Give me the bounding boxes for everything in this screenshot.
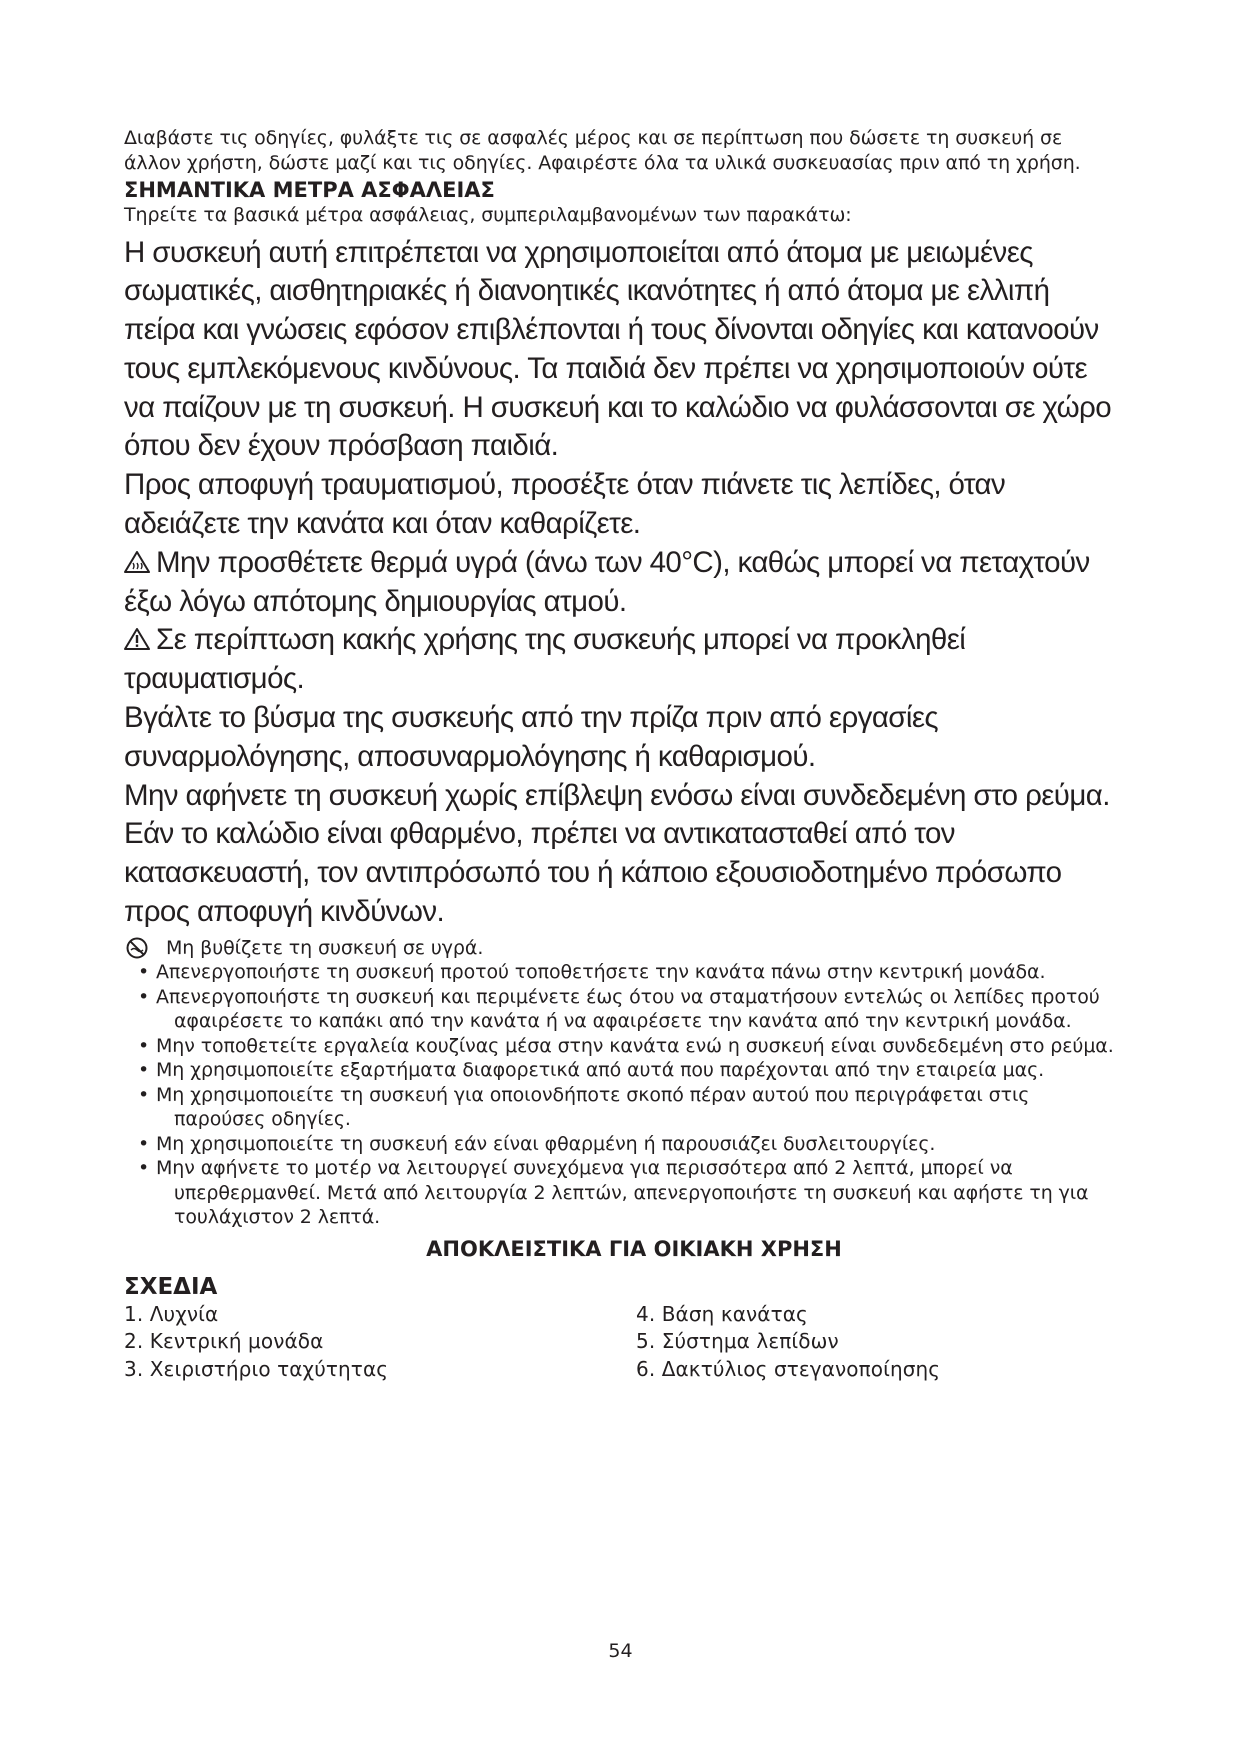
bullet-marker: • <box>138 1132 150 1155</box>
no-immerse-text: Μη βυθίζετε τη συσκευή σε υγρά. <box>166 936 484 959</box>
safety-heading: ΣΗΜΑΝΤΙΚΑ ΜΕΤΡΑ ΑΣΦΑΛΕΙΑΣ <box>124 178 495 202</box>
no-immerse-row <box>124 936 1124 961</box>
list-item: • Μην τοποθετείτε εργαλεία κουζίνας μέσα στην κανάτα ενώ η συσκευή είναι συνδεδεμένη στο ρεύμα. <box>138 1034 1114 1057</box>
bullet-marker: • <box>138 1034 150 1057</box>
warning-paragraph-hot-liquid <box>124 544 1124 622</box>
warnings-block <box>124 234 1124 932</box>
part-item: 6. Δακτύλιος στεγανοποίησης <box>636 1356 941 1381</box>
part-item: 5. Σύστημα λεπίδων <box>636 1329 839 1354</box>
warning-paragraph-misuse <box>124 621 1124 699</box>
bullet-marker: • <box>138 1059 150 1082</box>
list-item: • Απενεργοποιήστε τη συσκευή και περιμένετε έως ότου να σταματήσουν εντελώς οι λεπίδες προτού αφαιρέσετε το καπάκι από την κανάτα ή να αφαιρέσετε την κανάτα από την κεντρική μονάδα. <box>138 985 1100 1033</box>
safety-subtitle: Τηρείτε τα βασικά μέτρα ασφάλειας, συμπεριλαμβανομένων των παρακάτω: <box>124 204 852 226</box>
manual-page <box>124 126 1124 1383</box>
do-not-immerse-icon <box>126 937 148 959</box>
hot-surface-warning-icon <box>124 550 150 574</box>
list-item: • Μη χρησιμοποιείτε τη συσκευή για οποιονδήποτε σκοπό πέραν αυτού που περιγράφεται στις παρούσες οδηγίες. <box>138 1083 1030 1131</box>
hot-liquid-text: Μην προσθέτετε θερμά υγρά (άνω των 40°C), καθώς μπορεί να πεταχτούν έξω λόγω απότομης δημιουργίας ατμού. <box>124 545 1090 618</box>
warning-paragraph: Βγάλτε το βύσμα της συσκευής από την πρίζα πριν από εργασίες συναρμολόγησης, αποσυναρμολόγησης ή καθαρισμού. <box>124 701 938 773</box>
part-item: 1. Λυχνία <box>124 1301 219 1326</box>
bullet-marker: • <box>138 1157 150 1180</box>
list-item: • Μη χρησιμοποιείτε εξαρτήματα διαφορετικά από αυτά που παρέχονται από την εταιρεία μας. <box>138 1059 1045 1082</box>
misuse-text: Σε περίπτωση κακής χρήσης της συσκευής μπορεί να προκληθεί τραυματισμός. <box>124 623 966 696</box>
list-item: • Απενεργοποιήστε τη συσκευή προτού τοποθετήσετε την κανάτα πάνω στην κεντρική μονάδα. <box>138 961 1046 984</box>
part-item: 4. Βάση κανάτας <box>636 1301 808 1326</box>
parts-heading: ΣΧΕΔΙΑ <box>124 1273 218 1300</box>
part-item: 2. Κεντρική μονάδα <box>124 1329 324 1354</box>
household-use-only-heading: ΑΠΟΚΛΕΙΣΤΙΚΑ ΓΙΑ ΟΙΚΙΑΚΗ ΧΡΗΣΗ <box>426 1236 842 1261</box>
warning-paragraph: Εάν το καλώδιο είναι φθαρμένο, πρέπει να αντικατασταθεί από τον κατασκευαστή, τον αντιπρόσωπό του ή κάποιο εξουσιοδοτημένο πρόσωπο προς αποφυγή κινδύνων. <box>124 817 1062 929</box>
bullet-marker: • <box>138 1083 150 1106</box>
bullet-marker: • <box>138 985 150 1008</box>
intro-text: Διαβάστε τις οδηγίες, φυλάξτε τις σε ασφαλές μέρος και σε περίπτωση που δώσετε τη συσκευή σε άλλον χρήστη, δώστε μαζί και τις οδηγίες. Αφαιρέστε όλα τα υλικά συσκευασίας πριν από τη χρήση. <box>124 127 1081 174</box>
list-item: • Μη χρησιμοποιείτε τη συσκευή εάν είναι φθαρμένη ή παρουσιάζει δυσλειτουργίες. <box>138 1132 936 1155</box>
parts-list <box>124 1301 1124 1384</box>
warning-paragraph: Μην αφήνετε τη συσκευή χωρίς επίβλεψη ενόσω είναι συνδεδεμένη στο ρεύμα. <box>124 778 1110 812</box>
list-item: • Μην αφήνετε το μοτέρ να λειτουργεί συνεχόμενα για περισσότερα από 2 λεπτά, μπορεί να υπερθερμανθεί. Μετά από λειτουργία 2 λεπτών, απενεργοποιήστε τη συσκευή και αφήστε τη για τουλάχιστον 2 λεπτά. <box>138 1157 1089 1229</box>
part-item: 3. Χειριστήριο ταχύτητας <box>124 1356 389 1381</box>
warning-paragraph: Προς αποφυγή τραυματισμού, προσέξτε όταν πιάνετε τις λεπίδες, όταν αδειάζετε την κανάτα και όταν καθαρίζετε. <box>124 468 1006 541</box>
warning-paragraph: Η συσκευή αυτή επιτρέπεται να χρησιμοποιείται από άτομα με μειωμένες σωματικές, αισθητηριακές ή διανοητικές ικανότητες ή από άτομα με ελλιπή πείρα και γνώσεις εφόσον επιβλέπονται ή τους δίνονται οδηγίες και κατανοούν τους εμπλεκόμενους κινδύνους. Τα παιδιά δεν πρέπει να χρησιμοποιούν ούτε να παίζουν με τη συσκευή. Η συσκευή και το καλώδιο να φυλάσσονται σε χώρο όπου δεν έχουν πρόσβαση παιδιά. <box>124 235 1112 463</box>
warning-triangle-icon <box>124 627 150 651</box>
safety-bullet-list <box>124 960 1124 1230</box>
page-number: 54 <box>608 1640 633 1662</box>
bullet-marker: • <box>138 961 150 984</box>
